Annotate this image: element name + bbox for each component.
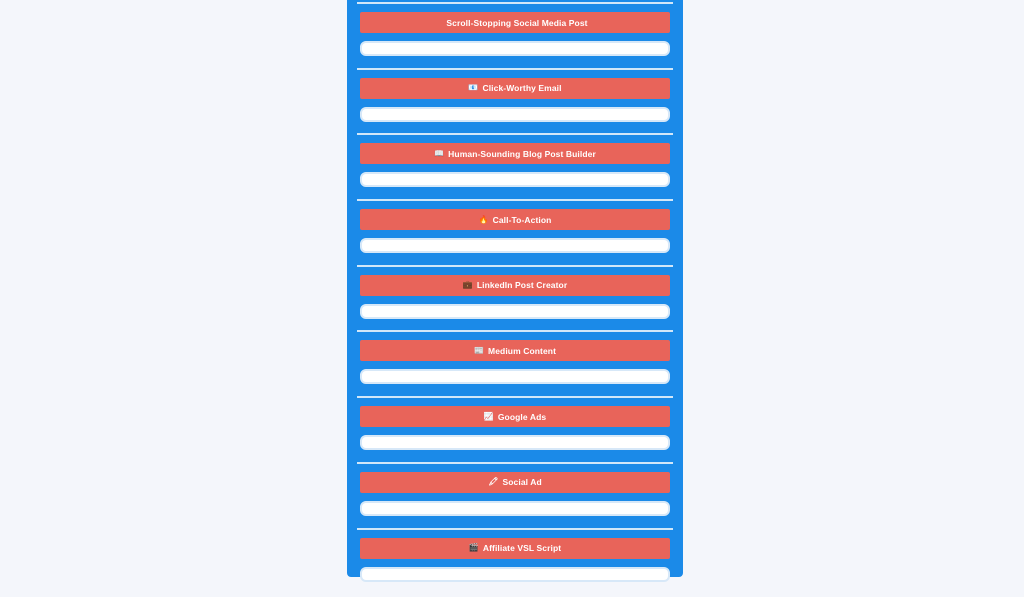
medium-button[interactable] <box>360 340 670 361</box>
tool-section-cta <box>360 201 670 265</box>
medium-label: Medium Content <box>488 345 557 356</box>
medium-output[interactable] <box>360 369 670 384</box>
fire-icon: 🔥 <box>478 214 489 224</box>
vsl-output[interactable] <box>360 567 670 582</box>
tool-section-medium <box>360 332 670 396</box>
vsl-label: Affiliate VSL Script <box>482 543 562 553</box>
tool-section-blog <box>360 135 670 199</box>
google-ads-button[interactable] <box>360 406 670 427</box>
tool-section-google-ads <box>360 398 670 462</box>
tool-section-linkedin <box>360 267 670 331</box>
cta-button[interactable] <box>360 209 670 230</box>
linkedin-output[interactable] <box>360 304 670 319</box>
google-ads-label: Google Ads <box>497 411 547 422</box>
blog-label: Human-Sounding Blog Post Builder <box>448 148 596 159</box>
social-post-label: Scroll-Stopping Social Media Post <box>446 17 588 28</box>
tool-section-social-post <box>360 4 670 68</box>
linkedin-button[interactable] <box>360 275 670 296</box>
social-post-button[interactable] <box>360 12 670 33</box>
tool-section-email <box>360 70 670 134</box>
vsl-button[interactable] <box>360 538 670 559</box>
blog-button[interactable] <box>360 143 670 164</box>
tool-section-vsl <box>360 530 670 594</box>
social-ad-output[interactable] <box>360 501 670 516</box>
cta-output[interactable] <box>360 238 670 253</box>
blog-output[interactable] <box>360 172 670 187</box>
linkedin-label: LinkedIn Post Creator <box>476 280 568 291</box>
google-ads-output[interactable] <box>360 435 670 450</box>
email-button[interactable] <box>360 78 670 99</box>
newspaper-icon: 📰 <box>473 345 485 355</box>
social-ad-button[interactable] <box>360 472 670 493</box>
tool-list <box>360 0 670 593</box>
cta-label: Call-To-Action <box>492 214 552 225</box>
crayon-icon: 🖍 <box>488 477 499 487</box>
generator-panel <box>347 0 683 577</box>
email-output[interactable] <box>360 107 670 122</box>
email-label: Click-Worthy Email <box>482 83 562 94</box>
chart-up-icon: 📈 <box>483 411 494 421</box>
clapperboard-icon: 🎬 <box>468 543 479 552</box>
book-icon: 📖 <box>434 148 445 158</box>
social-post-output[interactable] <box>360 41 670 56</box>
tool-section-social-ad <box>360 464 670 528</box>
social-ad-label: Social Ad <box>502 477 542 488</box>
briefcase-icon: 💼 <box>462 280 473 290</box>
email-icon: 📧 <box>468 83 479 93</box>
